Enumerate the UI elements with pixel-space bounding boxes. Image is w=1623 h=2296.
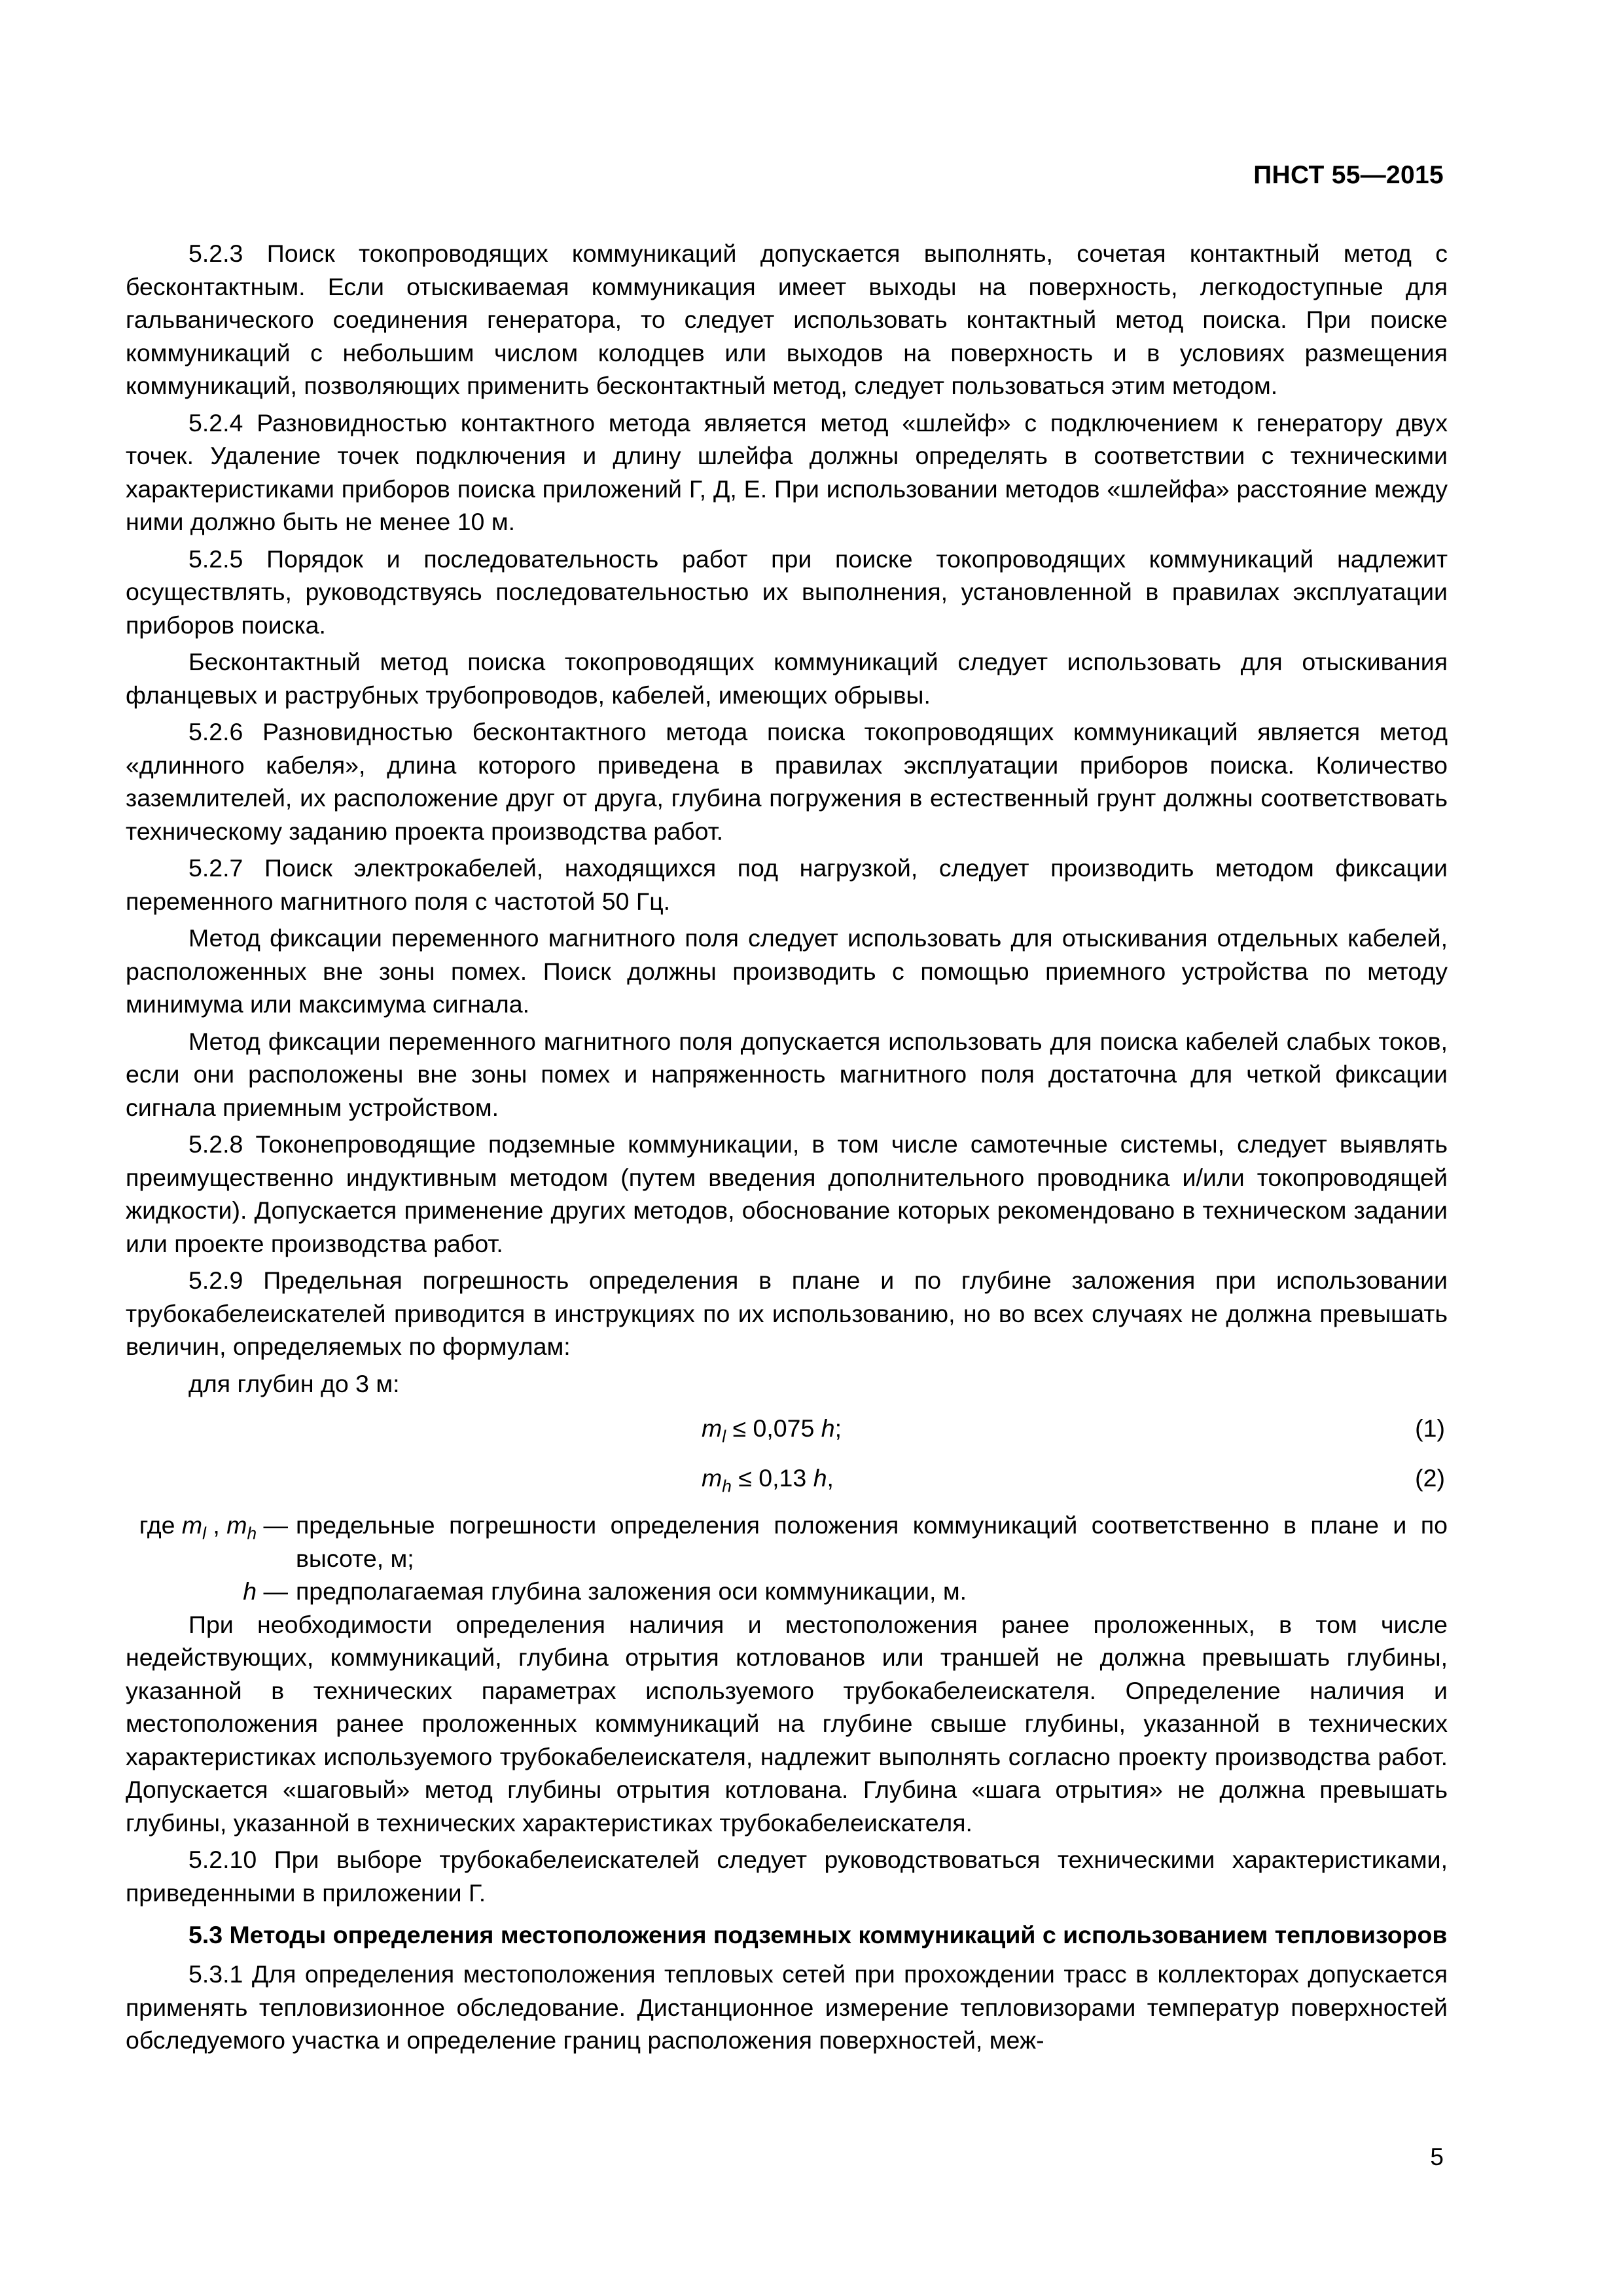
- where-term-2: h —: [243, 1577, 288, 1605]
- paragraph-5-2-8: 5.2.8 Токонепроводящие подземные коммуникации, в том числе самотечные системы, следует выявлять преимущественно индуктивным методом (путем введения дополнительного проводника и/или токопроводящей жидкости). Допускается применение других методов, обоснование которых рекомендовано в техническом задании или проекте производства работ.: [126, 1130, 1448, 1257]
- formula-intro: для глубин до 3 м:: [188, 1369, 400, 1397]
- section-heading-5-3: 5.3 Методы определения местоположения подземных коммуникаций с использованием тепловизоров: [188, 1921, 1448, 1948]
- paragraph-5-2-4: 5.2.4 Разновидностью контактного метода является метод «шлейф» с подключением к генератору двух точек. Удаление точек подключения и длину шлейфа должны определять в соответствии с техническими характеристиками приборов поиска приложений Г, Д, Е. При использовании методов «шлейфа» расстояние между ними должно быть не менее 10 м.: [126, 408, 1448, 535]
- where-block: [126, 1509, 1448, 1608]
- where-definition-1: предельные погрешности определения положения коммуникаций соответственно в плане и по высоте, м;: [296, 1511, 1448, 1572]
- where-term-1: где $m_l$ , $m_h$ —: [139, 1511, 288, 1543]
- formula-1-number: (1): [1415, 1414, 1445, 1442]
- paragraph-5-2-9: 5.2.9 Предельная погрешность определения в плане и по глубине заложения при использовании трубокабелеискателей приводится в инструкциях по их использованию, но во всех случаях не должна превышать величин, определяемых по формулам:: [126, 1266, 1448, 1360]
- formula-2-expression: $m_h \le 0,13$ h,: [702, 1464, 834, 1496]
- paragraph-5-3-1: 5.3.1 Для определения местоположения тепловых сетей при прохождении трасс в коллекторах допускается применять тепловизионное обследование. Дистанционное измерение тепловизорами температур поверхностей обследуемого участка и определение границ расположения поверхностей, меж-: [126, 1960, 1448, 2054]
- paragraph-5-2-10: 5.2.10 При выборе трубокабелеискателей следует руководствоваться техническими характеристиками, приведенными в приложении Г.: [126, 1846, 1448, 1907]
- formula-1: [126, 1404, 1448, 1454]
- paragraph-noncontact-method: Бесконтактный метод поиска токопроводящих коммуникаций следует использовать для отыскивания фланцевых и раструбных трубопроводов, кабелей, имеющих обрывы.: [126, 648, 1448, 709]
- paragraph-5-2-7: 5.2.7 Поиск электрокабелей, находящихся под нагрузкой, следует производить методом фиксации переменного магнитного поля с частотой 50 Гц.: [126, 854, 1448, 915]
- paragraph-5-2-6: 5.2.6 Разновидностью бесконтактного метода поиска токопроводящих коммуникаций является метод «длинного кабеля», длина которого приведена в правилах эксплуатации приборов поиска. Количество заземлителей, их расположение друг от друга, глубина погружения в естественный грунт должны соответствовать техническому заданию проекта производства работ.: [126, 718, 1448, 845]
- formula-2: [126, 1454, 1448, 1503]
- body-text: [126, 237, 1448, 2061]
- formula-2-number: (2): [1415, 1464, 1445, 1492]
- page-number: 5: [1430, 2144, 1444, 2170]
- paragraph-field-method-cables: Метод фиксации переменного магнитного поля следует использовать для отыскивания отдельных кабелей, расположенных вне зоны помех. Поиск должны производить с помощью приемного устройства по методу минимума или максимума сигнала.: [126, 924, 1448, 1018]
- formula-1-expression: $m_l \le 0,075$ h;: [702, 1414, 842, 1446]
- paragraph-5-2-5: 5.2.5 Порядок и последовательность работ при поиске токопроводящих коммуникаций надлежит осуществлять, руководствуясь последовательностью их выполнения, установленной в правилах эксплуатации приборов поиска.: [126, 545, 1448, 639]
- paragraph-field-method-weak-currents: Метод фиксации переменного магнитного поля допускается использовать для поиска кабелей слабых токов, если они расположены вне зоны помех и напряженность магнитного поля достаточна для четкой фиксации сигнала приемным устройством.: [126, 1027, 1448, 1121]
- where-definition-2: предполагаемая глубина заложения оси коммуникации, м.: [296, 1577, 967, 1605]
- paragraph-previous-communications: При необходимости определения наличия и местоположения ранее проложенных, в том числе недействующих, коммуникаций, глубина отрытия котлованов или траншей не должна превышать глубины, указанной в технических параметрах используемого трубокабелеискателя. Определение наличия и местоположения ранее проложенных коммуникаций на глубине свыше глубины, указанной в технических характеристиках используемого трубокабелеискателя, надлежит выполнять согласно проекту производства работ. Допускается «шаговый» метод глубины отрытия котлована. Глубина «шага отрытия» не должна превышать глубины, указанной в технических характеристиках трубокабелеискателя.: [126, 1610, 1448, 1837]
- paragraph-5-2-3: 5.2.3 Поиск токопроводящих коммуникаций допускается выполнять, сочетая контактный метод с бесконтактным. Если отыскиваемая коммуникация имеет выходы на поверхность, легкодоступные для гальванического соединения генератора, то следует использовать контактный метод поиска. При поиске коммуникаций с небольшим числом колодцев или выходов на поверхность и в условиях размещения коммуникаций, позволяющих применить бесконтактный метод, следует пользоваться этим методом.: [126, 240, 1448, 399]
- document-code: ПНСТ 55—2015: [1253, 161, 1444, 189]
